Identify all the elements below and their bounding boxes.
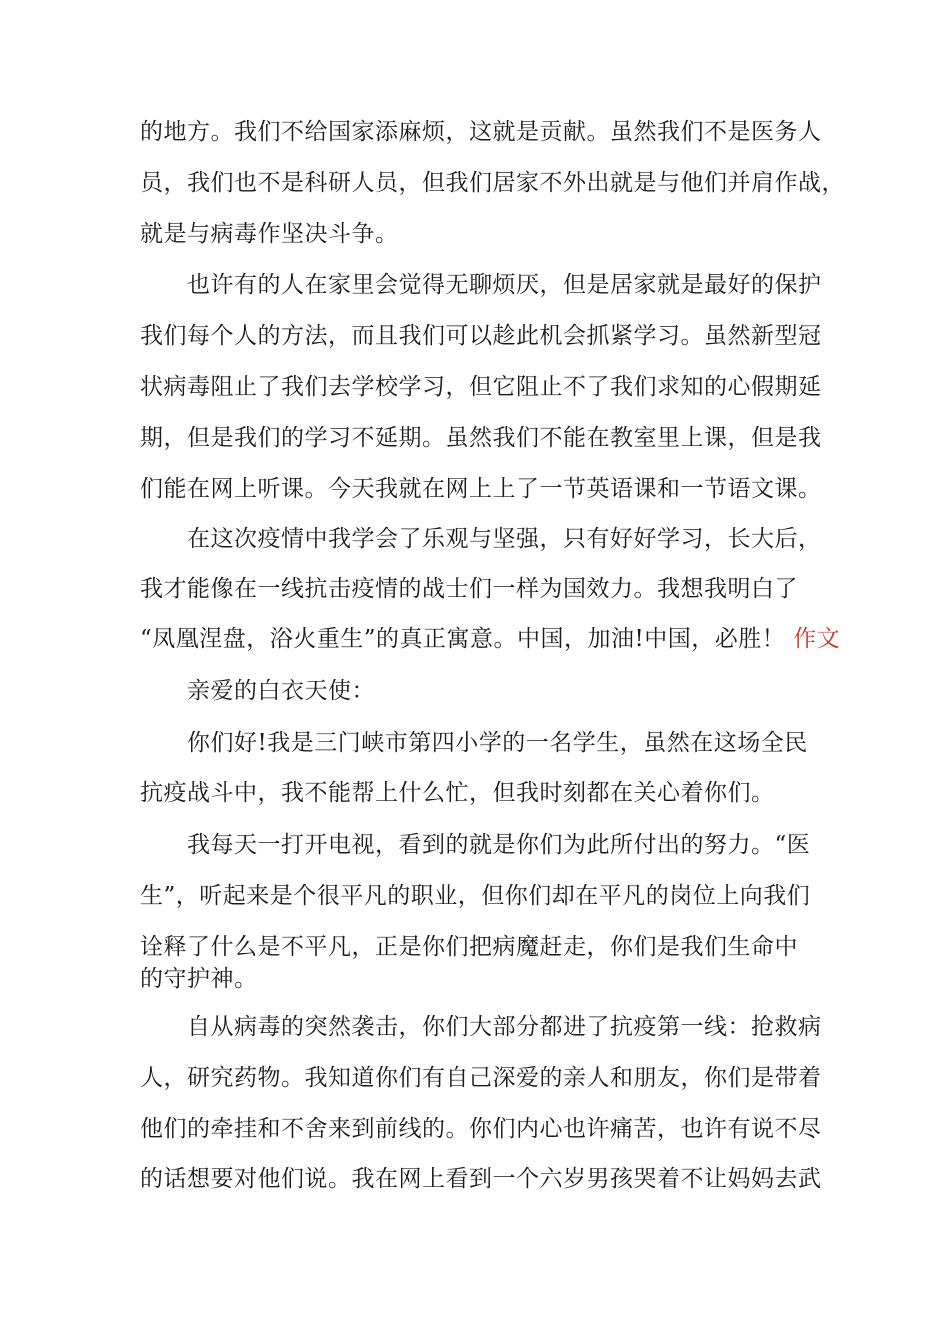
essay-link[interactable]: 作文 [793, 626, 841, 652]
text-line: 期，但是我们的学习不延期。虽然我们不能在教室里上课，但是我 [140, 425, 822, 451]
text-line: 员，我们也不是科研人员，但我们居家不外出就是与他们并肩作战， [140, 170, 845, 196]
text-line: 你们好!我是三门峡市第四小学的一名学生，虽然在这场全民 [187, 730, 808, 756]
text-line: 的守护神。 [140, 966, 258, 992]
text-line: 他们的牵挂和不舍来到前线的。你们内心也许痛苦，也许有说不尽 [140, 1116, 822, 1142]
text-line: 也许有的人在家里会觉得无聊烦厌，但是居家就是最好的保护 [187, 272, 822, 298]
text-line-with-link [140, 624, 840, 654]
text-line: 在这次疫情中我学会了乐观与坚强，只有好好学习，长大后， [187, 526, 822, 552]
letter-salutation: 亲爱的白衣天使： [187, 678, 375, 704]
text-line: 我们每个人的方法，而且我们可以趁此机会抓紧学习。虽然新型冠 [140, 323, 822, 349]
text-line: 们能在网上听课。今天我就在网上上了一节英语课和一节语文课。 [140, 476, 822, 502]
text-line: 人，研究药物。我知道你们有自己深爱的亲人和朋友，你们是带着 [140, 1065, 822, 1091]
text-line: 状病毒阻止了我们去学校学习，但它阻止不了我们求知的心假期延 [140, 374, 822, 400]
text-line: 我每天一打开电视，看到的就是你们为此所付出的努力。“医 [187, 832, 811, 858]
text-line: 的话想要对他们说。我在网上看到一个六岁男孩哭着不让妈妈去武 [140, 1166, 822, 1192]
text-line: 就是与病毒作坚决斗争。 [140, 221, 399, 247]
text-line: 自从病毒的突然袭击，你们大部分都进了抗疫第一线：抢救病 [187, 1014, 822, 1040]
text-line: 我才能像在一线抗击疫情的战士们一样为国效力。我想我明白了 [140, 576, 798, 602]
text-line: 抗疫战斗中，我不能帮上什么忙，但我时刻都在关心着你们。 [140, 780, 775, 806]
text-segment: “凤凰涅盘，浴火重生”的真正寓意。中国，加油!中国，必胜！ [140, 626, 786, 652]
text-line: 的地方。我们不给国家添麻烦，这就是贡献。虽然我们不是医务人 [140, 119, 822, 145]
text-line: 生”，听起来是个很平凡的职业，但你们却在平凡的岗位上向我们 [140, 883, 811, 909]
text-line: 诠释了什么是不平凡，正是你们把病魔赶走，你们是我们生命中 [140, 934, 798, 960]
